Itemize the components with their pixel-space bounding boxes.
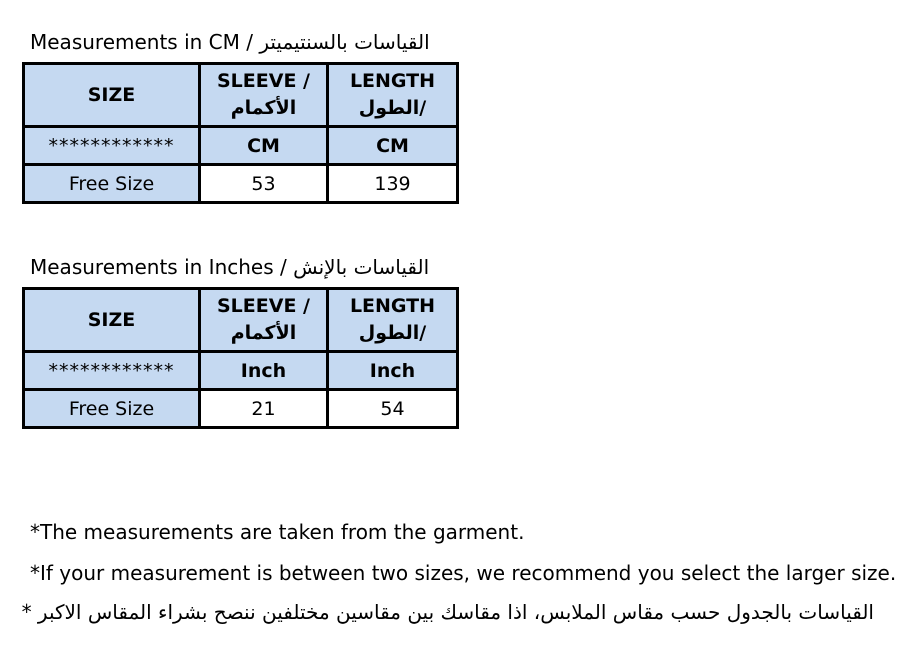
inch-size-label: Free Size — [24, 390, 200, 428]
cm-size-label: Free Size — [24, 165, 200, 203]
inch-length-value: 54 — [328, 390, 458, 428]
note-arabic-recommendation: القياسات بالجدول حسب مقاس الملابس، اذا مقاسك بين مقاسين مختلفين ننصح بشراء المقاس الاكبر * — [21, 600, 874, 624]
cm-size-table — [22, 62, 459, 204]
inch-unit-row — [24, 352, 458, 390]
inch-size-header: SIZE — [24, 289, 200, 352]
inch-value-row — [24, 390, 458, 428]
cm-length-header-en: LENGTH — [349, 70, 436, 92]
cm-sleeve-header — [200, 64, 328, 127]
inch-table-caption: Measurements in Inches / القياسات بالإنش — [30, 255, 430, 279]
cm-length-value: 139 — [328, 165, 458, 203]
cm-table-caption: Measurements in CM / القياسات بالسنتيميتر — [30, 30, 430, 54]
inch-sleeve-header-en: SLEEVE / — [217, 295, 310, 317]
inch-header-row — [24, 289, 458, 352]
cm-unit-row — [24, 127, 458, 165]
cm-header-row — [24, 64, 458, 127]
inch-sleeve-header — [200, 289, 328, 352]
cm-sleeve-value: 53 — [200, 165, 328, 203]
cm-length-header — [328, 64, 458, 127]
cm-length-header-ar: الطول/ — [358, 97, 427, 119]
cm-value-row — [24, 165, 458, 203]
inch-sleeve-header-ar: الأكمام — [230, 322, 297, 344]
inch-length-header-en: LENGTH — [349, 295, 436, 317]
inch-stars-cell: ************ — [24, 352, 200, 390]
inch-length-header-ar: الطول/ — [358, 322, 427, 344]
cm-size-header: SIZE — [24, 64, 200, 127]
inch-sleeve-value: 21 — [200, 390, 328, 428]
inch-length-header — [328, 289, 458, 352]
cm-stars-cell: ************ — [24, 127, 200, 165]
inch-size-table — [22, 287, 459, 429]
cm-sleeve-header-en: SLEEVE / — [217, 70, 310, 92]
inch-sleeve-unit: Inch — [200, 352, 328, 390]
note-garment-measurement: *The measurements are taken from the garment. — [30, 520, 525, 544]
cm-length-unit: CM — [328, 127, 458, 165]
cm-sleeve-header-ar: الأكمام — [230, 97, 297, 119]
cm-sleeve-unit: CM — [200, 127, 328, 165]
inch-length-unit: Inch — [328, 352, 458, 390]
note-size-recommendation: *If your measurement is between two sizes, we recommend you select the larger size. — [30, 561, 897, 585]
